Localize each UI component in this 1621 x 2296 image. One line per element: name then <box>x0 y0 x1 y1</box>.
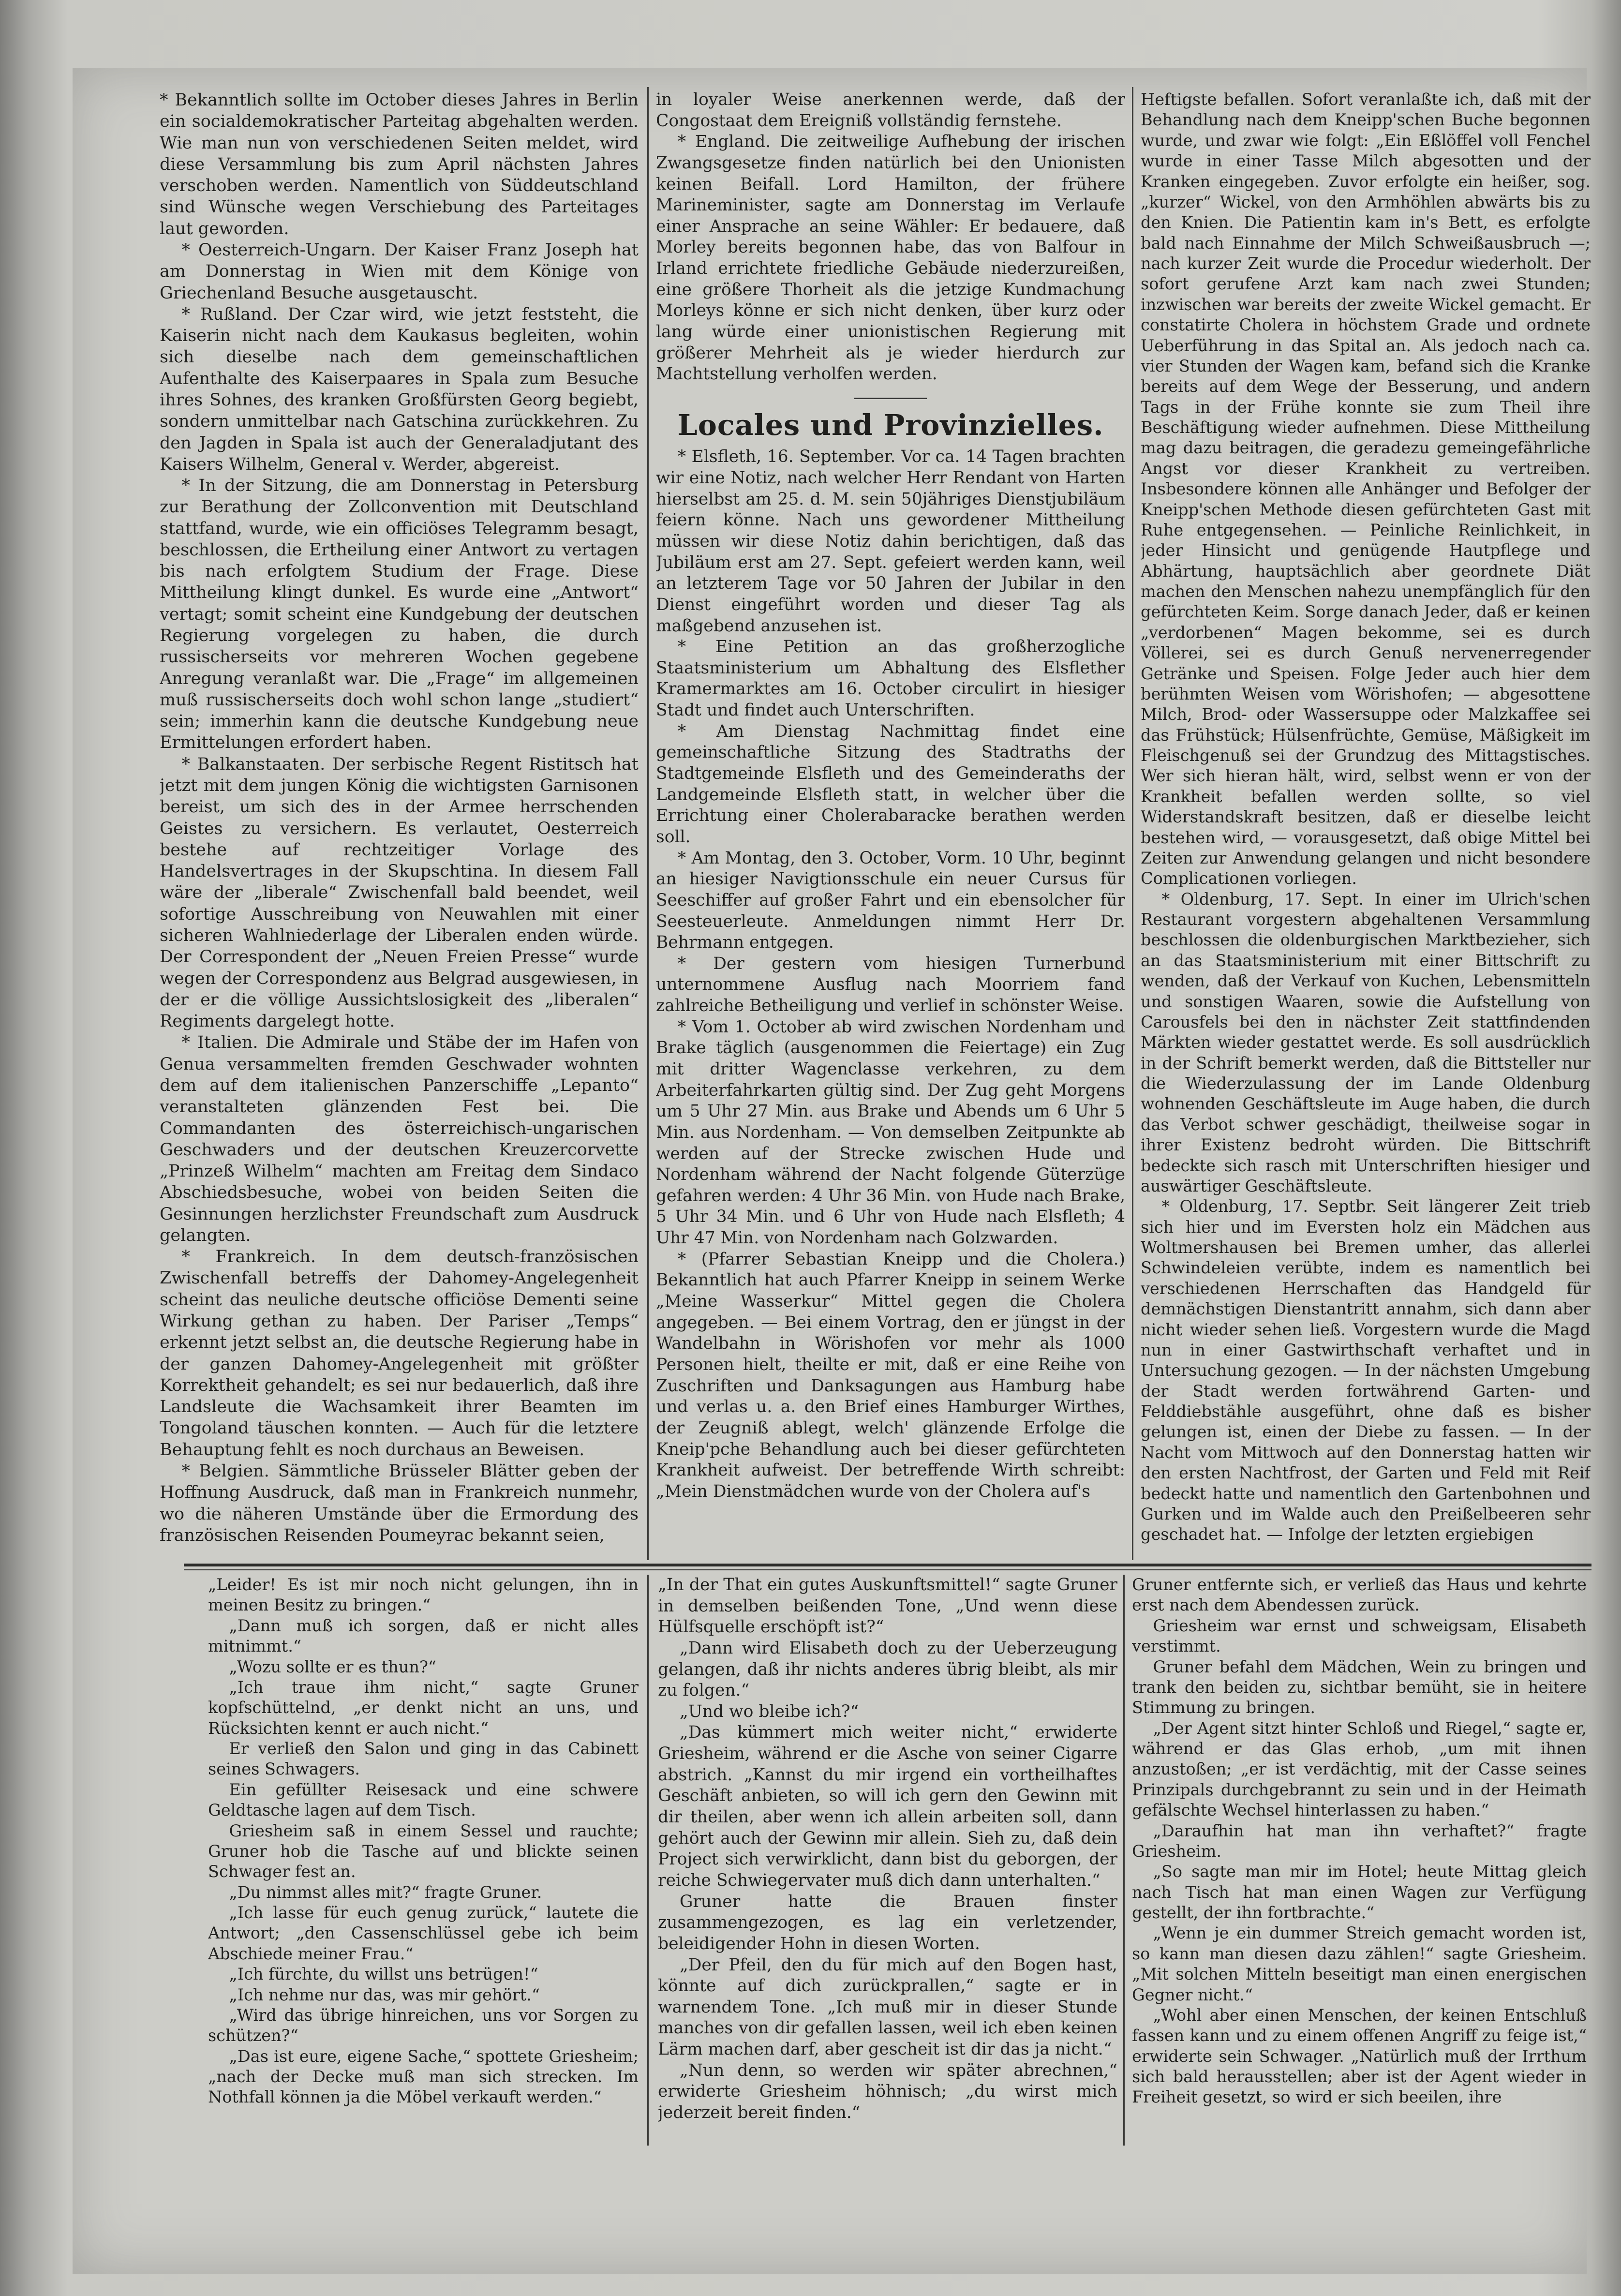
feuilleton-separator-thin <box>184 1569 1591 1570</box>
paragraph: Gruner hatte die Brauen finster zusammengezogen, es lag ein verletzender, beleidigender Hohn in diesen Worten. <box>658 1892 1117 1953</box>
column-rule-2 <box>1132 87 1133 1560</box>
paragraph: * Eine Petition an das großherzogliche Staatsministerium um Abhaltung des Elsflether Kramermarktes am 16. October circulirt in hiesiger Stadt und findet auch Unterschriften. <box>656 637 1125 720</box>
paragraph: * Oesterreich-Ungarn. Der Kaiser Franz Joseph hat am Donnerstag in Wien mit dem Könige von Griechenland Besuche ausgetauscht. <box>160 240 639 303</box>
paragraph: * Italien. Die Admirale und Stäbe der im Hafen von Genua versammelten fremden Geschwader wohnten dem auf dem italienischen Panzerschiffe „Lepanto“ veranstalteten glänzenden Fest bei. Die Commandanten des österreichisch-ungarischen Geschwaders und der deutschen Kreuzercorvette „Prinzeß Wilhelm“ machten am Freitag dem Sindaco Abschiedsbesuche, wobei von beiden Seiten die Gesinnungen herzlichster Freundschaft zum Ausdruck gelangten. <box>160 1033 639 1245</box>
paragraph: Griesheim saß in einem Sessel und rauchte; Gruner hob die Tasche auf und blickte seinen Schwager fest an. <box>208 1821 639 1881</box>
paragraph: * Vom 1. October ab wird zwischen Nordenham und Brake täglich (ausgenommen die Feiertage) ein Zug mit dritter Wagenclasse verkehren, zu dem Arbeiterfahrkarten gültig sind. Der Zug geht Morgens um 5 Uhr 27 Min. aus Brake und Abends um 6 Uhr 5 Min. aus Nordenham. — Von demselben Zeitpunkte ab werden auf der Strecke zwischen Hude und Nordenham während der Nacht folgende Güterzüge gefahren werden: 4 Uhr 36 Min. von Hude nach Brake, 5 Uhr 34 Min. und 6 Uhr von Hude nach Elsfleth; 4 Uhr 47 Min. von Nordenham nach Golzwarden. <box>656 1017 1125 1248</box>
paragraph: * Am Montag, den 3. October, Vorm. 10 Uhr, beginnt an hiesiger Navigtionsschule ein neuer Cursus für Seeschiffer auf großer Fahrt und ein ebensolcher für Seesteuerleute. Anmeldungen nimmt Herr Dr. Behrmann entgegen. <box>656 848 1125 953</box>
paragraph: „Ich traue ihm nicht,“ sagte Gruner kopfschüttelnd, „er denkt nicht an uns, und Rücksichten kennt er auch nicht.“ <box>208 1677 639 1738</box>
column-1 <box>160 89 639 1558</box>
paragraph: in loyaler Weise anerkennen werde, daß der Congostaat dem Ereigniß vollständig fernstehe. <box>656 90 1125 131</box>
paragraph: * Der gestern vom hiesigen Turnerbund unternommene Ausflug nach Moorriem fand zahlreiche Betheiligung und verlief in schönster Weise. <box>656 954 1125 1016</box>
column-2 <box>656 89 1125 1558</box>
paragraph: * Elsfleth, 16. September. Vor ca. 14 Tagen brachten wir eine Notiz, nach welcher Herr Rendant von Harten hierselbst am 25. d. M. sein 50jähriges Dienstjubiläum feiern könne. Nach uns gewordener Mittheilung müssen wir diese Notiz dahin berichtigen, daß das Jubiläum erst am 27. Sept. gefeiert werden kann, weil an letzterem Tage vor 50 Jahren der Jubilar in den Dienst eingeführt worden und dieser Tag als maßgebend anzusehen ist. <box>656 447 1125 636</box>
section-heading-locales: Locales und Provinzielles. <box>677 408 1104 442</box>
paragraph: „Ich fürchte, du willst uns betrügen!“ <box>229 1965 538 1984</box>
paragraph: „Ich nehme nur das, was mir gehört.“ <box>229 1985 540 2004</box>
paragraph: „Der Pfeil, den du für mich auf den Bogen hast, könnte auf dich zurückprallen,“ sagte er in warnendem Tone. „Ich muß mir in dieser Stunde manches von dir gefallen lassen, weil ich eben keinen Lärm machen darf, aber gescheit ist dir das ja nicht.“ <box>658 1955 1117 2059</box>
paragraph: „Dann wird Elisabeth doch zu der Ueberzeugung gelangen, daß ihr nichts anderes übrig bleibt, als mir zu folgen.“ <box>658 1638 1117 1700</box>
paragraph: * Oldenburg, 17. Sept. In einer im Ulrich'schen Restaurant vorgestern abgehaltenen Versammlung beschlossen die oldenburgischen Marktbezieher, sich an das Staatsministerium mit einer Bittschrift zu wenden, daß der Verkauf von Kuchen, Lebensmitteln und sonstigen Waaren, sowie die Aufstellung von Carousfels bei den in nächster Zeit stattfindenden Märkten wieder gestattet werde. Es soll ausdrücklich in der Schrift bemerkt werden, daß die Bittsteller nur die Wiederzulassung der im Lande Oldenburg wohnenden Geschäftsleute im Auge haben, die durch das Verbot schwer geschädigt, theilweise sogar in ihrer Existenz bedroht würden. Die Bittschrift bedeckte sich rasch mit Unterschriften hiesiger und auswärtiger Geschäftsleute. <box>1141 889 1591 1195</box>
paragraph: * (Pfarrer Sebastian Kneipp und die Cholera.) Bekanntlich hat auch Pfarrer Kneipp in seinem Werke „Meine Wasserkur“ Mittel gegen die Cholera angegeben. — Bei einem Vortrag, den er jüngst in der Wandelbahn in Wörishofen vor mehr als 1000 Personen hielt, theilte er mit, daß er eine Reihe von Zuschriften und Danksagungen aus Hamburg habe und verlas u. a. den Brief eines Hamburger Wirthes, der Zeugniß ablegt, welch' glänzende Erfolge die Kneip'pche Behandlung auch bei dieser gefürchteten Krankheit aufweist. Der betreffende Wirth schreibt: „Mein Dienstmädchen wurde von der Cholera auf's <box>656 1249 1125 1501</box>
paragraph: „Nun denn, so werden wir später abrechnen,“ erwiderte Griesheim höhnisch; „du wirst mich jederzeit bereit finden.“ <box>658 2060 1117 2123</box>
paragraph: „Wenn je ein dummer Streich gemacht worden ist, so kann man diesen dazu zählen!“ sagte Griesheim. „Mit solchen Mitteln beseitigt man einen energischen Gegner nicht.“ <box>1132 1923 1587 2004</box>
feuilleton-rule-2 <box>1123 1575 1125 2146</box>
feuilleton-rule-1 <box>647 1575 649 2146</box>
paragraph: „Das kümmert mich weiter nicht,“ erwiderte Griesheim, während er die Asche von seiner Cigarre abstrich. „Kannst du mir irgend ein vortheilhaftes Geschäft anbieten, so will ich gern den Gewinn mit dir theilen, aber wenn ich allein arbeiten soll, dann gehört auch der Gewinn mir allein. Sieh zu, daß dein Project sich verwirklicht, dann bist du geborgen, der reiche Schwiegervater muß dich dann unterhalten.“ <box>658 1723 1117 1890</box>
paragraph: „So sagte man mir im Hotel; heute Mittag gleich nach Tisch hat man einen Wagen zur Verfügung gestellt, der ihn fortbrachte.“ <box>1132 1862 1587 1922</box>
column-2-locales <box>656 447 1125 1502</box>
paragraph: * Balkanstaaten. Der serbische Regent Ristitsch hat jetzt mit dem jungen König die wichtigsten Garnisonen bereist, um sich des in der Armee herrschenden Geistes zu versichern. Es verlautet, Oesterreich bestehe auf rechtzeitiger Vorlage des Handelsvertrages in der Skupschtina. In diesem Fall wäre der „liberale“ Zwischenfall bald beendet, weil sofortige Ausschreibung von Neuwahlen mit einer sicheren Wahlniederlage der Liberalen enden würde. Der Correspondent der „Neuen Freien Presse“ wurde wegen der Correspondenz aus Belgrad ausgewiesen, in der er die völlige Aussichtslosigkeit des „liberalen“ Regiments dargelegt hotte. <box>160 754 639 1031</box>
paragraph: * England. Die zeitweilige Aufhebung der irischen Zwangsgesetze finden natürlich bei den Unionisten keinen Beifall. Lord Hamilton, der frühere Marineminister, sagte am Donnerstag im Verlaufe einer Ansprache an seine Wähler: Er bedauere, daß Morley bereits begonnen habe, das von Balfour in Irland errichtete friedliche Gebäude niederzureißen, eine größere Thorheit als die jetzige Kundmachung Morleys könne er sich nicht denken, über kurz oder lang würde einer unionistischen Regierung mit größerer Mehrheit als je wieder hierdurch zur Machtstellung verholfen werden. <box>656 132 1125 384</box>
paragraph: Griesheim war ernst und schweigsam, Elisabeth verstimmt. <box>1132 1616 1587 1656</box>
paragraph: * Am Dienstag Nachmittag findet eine gemeinschaftliche Sitzung des Stadtraths der Stadtgemeinde Elsfleth und des Gemeinderaths der Landgemeinde Elsfleth statt, in welcher über die Errichtung einer Cholerabaracke berathen werden soll. <box>656 721 1125 847</box>
paragraph: „Du nimmst alles mit?“ fragte Gruner. <box>229 1882 542 1902</box>
paragraph: Gruner befahl dem Mädchen, Wein zu bringen und trank den beiden zu, sichtbar bemüht, sie in heitere Stimmung zu bringen. <box>1132 1657 1587 1717</box>
paragraph: Heftigste befallen. Sofort veranlaßte ich, daß mit der Behandlung nach dem Kneipp'schen Buche begonnen wurde, und zwar wie folgt: „Ein Eßlöffel voll Fenchel wurde in einer Tasse Milch abgesotten und der Kranken eingegeben. Zuvor erfolgte ein heißer, sog. „kurzer“ Wickel, von den Armhöhlen abwärts bis zu den Knien. Die Patientin kam in's Bett, es erfolgte bald nach Einnahme der Milch Schweißausbruch —; nach kurzer Zeit wurde die Procedur wiederholt. Der sofort gerufene Arzt kam nach zwei Stunden; inzwischen war bereits der zweite Wickel gemacht. Er constatirte Cholera in höchstem Grade und ordnete Ueberführung in das Spital an. Als jedoch nach ca. vier Stunden der Wagen kam, befand sich die Kranke bereits auf dem Wege der Besserung, und andern Tags in der Frühe konnte sie zum Theil ihre Beschäftigung wieder aufnehmen. Diese Mittheilung mag dazu beitragen, die geradezu gemeingefährliche Angst vor dieser Krankheit zu vertreiben. Insbesondere können alle Anhänger und Befolger der Kneipp'schen Methode diesen gefürchteten Gast mit Ruhe entgegensehen. — Peinliche Reinlichkeit, in jeder Hinsicht und genügende Hautpflege und Abhärtung, hauptsächlich aber geordnete Diät machen den Menschen nahezu unempfänglich für den gefürchteten Keim. Sorge danach Jeder, daß er keinen „verdorbenen“ Magen bekomme, sei es durch Völlerei, sei es durch Genuß nervenerregender Getränke und Speisen. Folge Jeder auch hier dem berühmten Weisen vom Wörishofen; — abgesottene Milch, Brod- oder Wassersuppe oder Malzkaffee sei das Frühstück; Hülsenfrüchte, Gemüse, Mäßigkeit im Fleischgenuß sei der Grundzug des Mittagstisches. Wer sich hieran hält, wird, selbst wenn er von der Krankheit befallen werden sollte, so viel Widerstandskraft besitzen, daß er dieselbe leicht bestehen wird, — vorausgesetzt, daß obige Mittel bei Zeiten zur Anwendung gelangen und nicht besondere Complicationen vorliegen. <box>1141 90 1591 888</box>
paragraph: * Frankreich. In dem deutsch-französischen Zwischenfall betreffs der Dahomey-Angelegenheit scheint das neuliche deutsche officiöse Dementi seine Wirkung gethan zu haben. Der Pariser „Temps“ erkennt jetzt selbst an, die deutsche Regierung habe in der ganzen Dahomey-Angelegenheit mit größter Korrektheit gehandelt; es sei nur bedauerlich, daß ihre Landsleute die Wachsamkeit ihrer Beamten im Tongoland täuschen konnten. — Auch für die letztere Behauptung fehlt es noch durchaus an Beweisen. <box>160 1247 639 1460</box>
paragraph: „Daraufhin hat man ihn verhaftet?“ fragte Griesheim. <box>1132 1821 1587 1861</box>
feuilleton-column-2 <box>658 1575 1117 2126</box>
paragraph: * Belgien. Sämmtliche Brüsseler Blätter geben der Hoffnung Ausdruck, daß man in Frankreich nunmehr, wo die näheren Umstände über die Ermordung des französischen Reisenden Poumeyrac bekannt seien, <box>160 1461 639 1545</box>
paragraph: „In der That ein gutes Auskunftsmittel!“ sagte Gruner in demselben beißenden Tone, „Und wenn diese Hülfsquelle erschöpft ist?“ <box>658 1575 1117 1637</box>
feuilleton-column-3 <box>1132 1575 1587 2126</box>
paragraph: Gruner entfernte sich, er verließ das Haus und kehrte erst nach dem Abendessen zurück. <box>1132 1575 1587 1615</box>
paragraph: „Wird das übrige hinreichen, uns vor Sorgen zu schützen?“ <box>208 2005 639 2045</box>
paragraph: * Rußland. Der Czar wird, wie jetzt feststeht, die Kaiserin nicht nach dem Kaukasus begleiten, wohin sich dieselbe nach dem gemeinschaftlichen Aufenthalte des Kaiserpaares in Spala zum Besuche ihres Sohnes, des kranken Großfürsten Georg begiebt, sondern unmittelbar nach Gatschina zurückkehren. Zu den Jagden in Spala ist auch der Generaladjutant des Kaisers Wilhelm, General v. Werder, abgereist. <box>160 304 639 474</box>
column-3 <box>1141 89 1591 1558</box>
feuilleton-column-1 <box>208 1575 639 2126</box>
paragraph: * In der Sitzung, die am Donnerstag in Petersburg zur Berathung der Zollconvention mit Deutschland stattfand, wurde, wie ein officiöses Telegramm besagt, beschlossen, die Ertheilung einer Antwort zu vertagen bis nach erfolgtem Studium der Frage. Diese Mittheilung klingt dunkel. Es wurde eine „Antwort“ vertagt; somit scheint eine Kundgebung der deutschen Regierung vorgelegen zu haben, die durch russischerseits vor mehreren Wochen gegebene Anregung veranlaßt war. Die „Frage“ im allgemeinen muß russischerseits doch wohl schon lange „studiert“ sein; immerhin kann die deutsche Kundgebung neue Ermittelungen erfordert haben. <box>160 476 639 753</box>
paragraph: „Und wo bleibe ich?“ <box>679 1701 859 1721</box>
paragraph: „Dann muß ich sorgen, daß er nicht alles mitnimmt.“ <box>208 1616 639 1656</box>
feuilleton-separator <box>184 1564 1591 1566</box>
paragraph: * Oldenburg, 17. Septbr. Seit längerer Zeit trieb sich hier und im Eversten holz ein Mädchen aus Woltmershausen bei Bremen umher, das allerlei Schwindeleien verübte, indem es namentlich bei verschiedenen Herrschaften das Handgeld für demnächstigen Dienstantritt annahm, sich dann aber nicht wieder sehen ließ. Vorgestern wurde die Magd nun in einer Gastwirthschaft verhaftet und in Untersuchung gezogen. — In der nächsten Umgebung der Stadt werden fortwährend Garten- und Felddiebstähle ausgeführt, ohne daß es bisher gelungen ist, einen der Diebe zu fassen. — In der Nacht vom Mittwoch auf den Donnerstag hatten wir den ersten Nachtfrost, der Garten und Feld mit Reif bedeckt hatte und namentlich den Gartenbohnen und Gurken und im Walde auch den Preißelbeeren sehr geschadet hat. — Infolge der letzten ergiebigen <box>1141 1197 1591 1544</box>
paragraph: „Das ist eure, eigene Sache,“ spottete Griesheim; „nach der Decke muß man sich strecken. Im Nothfall können ja die Möbel verkauft werden.“ <box>208 2046 639 2107</box>
paragraph: * Bekanntlich sollte im October dieses Jahres in Berlin ein socialdemokratischer Parteitag abgehalten werden. Wie man nun von verschiedenen Seiten meldet, wird diese Versammlung bis zum April nächsten Jahres verschoben werden. Namentlich von Süddeutschland sind Wünsche wegen Verschiebung des Parteitages laut geworden. <box>160 90 639 239</box>
paragraph: „Wozu sollte er es thun?“ <box>229 1657 437 1676</box>
column-2-politics <box>656 89 1125 385</box>
column-rule-1 <box>647 87 649 1560</box>
paragraph: Er verließ den Salon und ging in das Cabinett seines Schwagers. <box>208 1739 639 1779</box>
paragraph: Ein gefüllter Reisesack und eine schwere Geldtasche lagen auf dem Tisch. <box>208 1780 639 1820</box>
paragraph: „Ich lasse für euch genug zurück,“ lautete die Antwort; „den Cassenschlüssel gebe ich beim Abschiede meiner Frau.“ <box>208 1903 639 1963</box>
paragraph: „Der Agent sitzt hinter Schloß und Riegel,“ sagte er, während er das Glas erhob, „um mit ihnen anzustoßen; „er ist verdächtig, mit der Casse seines Prinzipals durchgebrannt zu sein und in der Heimath gefälschte Wechsel hinterlassen zu haben.“ <box>1132 1718 1587 1820</box>
section-divider <box>854 398 927 399</box>
paragraph: „Wohl aber einen Menschen, der keinen Entschluß fassen kann und zu einem offenen Angriff zu feige ist,“ erwiderte sein Schwager. „Natürlich muß der Irrthum sich bald herausstellen; aber ist der Agent wieder in Freiheit gesetzt, so wird er sich beeilen, ihre <box>1132 2005 1587 2107</box>
paragraph: „Leider! Es ist mir noch nicht gelungen, ihn in meinen Besitz zu bringen.“ <box>208 1575 639 1615</box>
